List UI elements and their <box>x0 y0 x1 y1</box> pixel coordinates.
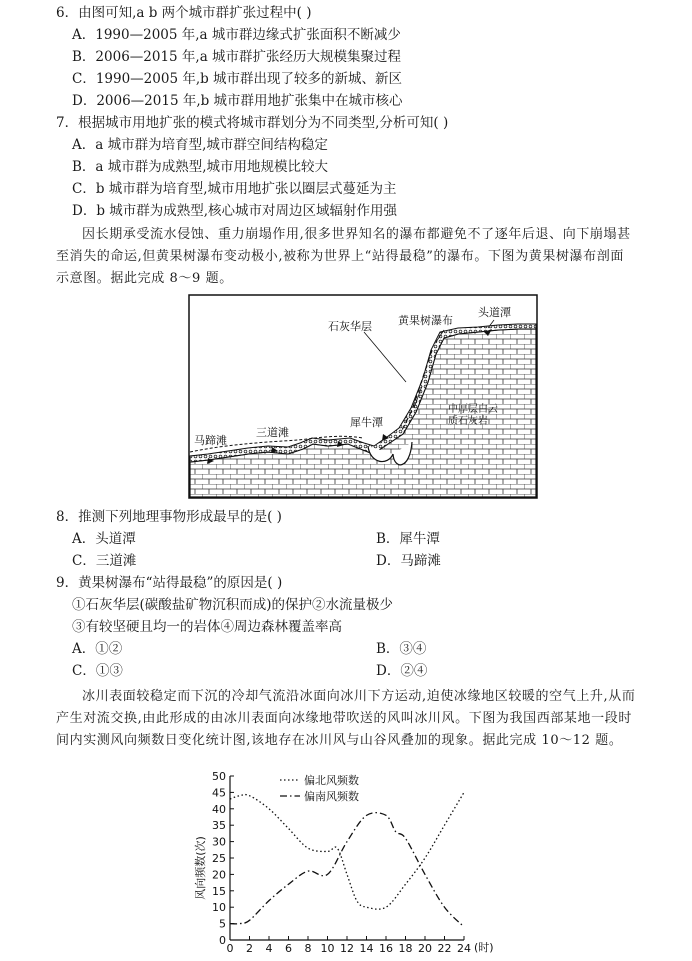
x-tick-label: 10 <box>320 942 335 955</box>
label-sandaotan: 三道滩 <box>256 426 289 439</box>
label-limestone-layer: 石灰华层 <box>328 320 372 333</box>
label-toudaotan: 头道潭 <box>478 306 511 319</box>
q6-stem: 6．由图可知,a b 两个城市群扩张过程中( ) <box>56 5 312 21</box>
waterfall-profile-diagram <box>188 294 538 499</box>
wind-frequency-chart <box>188 768 508 958</box>
x-tick-label: 18 <box>398 942 413 955</box>
y-tick-label: 30 <box>212 835 226 849</box>
q6-option-c: C．1990—2005 年,b 城市群出现了较多的新城、新区 <box>72 71 403 87</box>
q8-option-b: B．犀牛潭 <box>376 531 440 547</box>
q8-stem: 8．推测下列地理事物形成最早的是( ) <box>56 509 282 525</box>
q7-option-b: B．a 城市群为成熟型,城市用地规模比较大 <box>72 159 329 175</box>
y-tick-label: 0 <box>219 934 226 947</box>
x-tick-label: 24 <box>457 942 471 955</box>
q7-option-a: A．a 城市群为培育型,城市群空间结构稳定 <box>72 137 328 153</box>
y-tick-label: 15 <box>212 884 226 898</box>
intro-paragraph-waterfall: 因长期承受流水侵蚀、重力崩塌作用,很多世界知名的瀑布都避免不了逐年后退、向下崩塌甚至消失的命运,但黄果树瀑布变动极小,被称为世界上“站得最稳”的瀑布。下图为黄果树瀑布剖面示意图。据此完成 8～9 题。 <box>56 227 631 286</box>
series-south-wind-line <box>230 813 464 927</box>
q7-option-d: D．b 城市群为成熟型,核心城市对周边区域辐射作用强 <box>72 203 398 219</box>
x-axis-unit: (时) <box>474 941 494 954</box>
x-tick-label: 4 <box>265 942 273 955</box>
q9-option-d: D．②④ <box>376 663 428 679</box>
legend-south-wind: 偏南风频数 <box>304 790 359 803</box>
x-tick-label: 2 <box>246 942 253 955</box>
q9-items-line1: ①石灰华层(碳酸盐矿物沉积而成)的保护②水流量极少 <box>72 597 394 613</box>
label-dolomite-line1: 中厚层白云 <box>448 404 498 415</box>
q6-option-b: B．2006—2015 年,a 城市群扩张经历大规模集聚过程 <box>72 49 402 65</box>
q8-option-c: C．三道滩 <box>72 553 137 569</box>
q6-option-d: D．2006—2015 年,b 城市群用地扩张集中在城市核心 <box>72 93 403 109</box>
series-north-wind-line <box>230 792 464 909</box>
x-tick-label: 16 <box>379 942 393 955</box>
legend-north-wind: 偏北风频数 <box>304 774 359 787</box>
intro-paragraph-glacier-wind: 冰川表面较稳定而下沉的冷却气流沿冰面向冰川下方运动,迫使冰缘地区较暖的空气上升,从而产生对流交换,由此形成的由冰川表面向冰缘地带吹送的风叫冰川风。下图为我国西部某地一段时间内实测风向频数日变化统计图,该地存在冰川风与山谷风叠加的现象。据此完成 10～12 题。 <box>56 689 636 748</box>
y-tick-label: 20 <box>212 868 226 882</box>
x-tick-label: 20 <box>418 942 432 955</box>
y-tick-label: 35 <box>212 819 226 833</box>
label-matitan: 马蹄滩 <box>194 434 227 447</box>
y-tick-label: 5 <box>219 917 226 931</box>
q9-option-a: A．①② <box>72 641 123 657</box>
q7-option-c: C．b 城市群为培育型,城市用地扩张以圈层式蔓延为主 <box>72 181 397 197</box>
q7-stem: 7．根据城市用地扩张的模式将城市群划分为不同类型,分析可知( ) <box>56 115 449 131</box>
q6-option-a: A．1990—2005 年,a 城市群边缘式扩张面积不断减少 <box>72 27 401 43</box>
label-dolomite-line2: 质石灰岩 <box>448 416 488 427</box>
y-tick-label: 40 <box>212 802 226 816</box>
y-tick-label: 45 <box>212 786 226 800</box>
q8-option-d: D．马蹄滩 <box>376 553 441 569</box>
q9-option-b: B．③④ <box>376 641 427 657</box>
y-axis-label: 风向频数(次) <box>194 836 207 900</box>
x-tick-label: 12 <box>340 942 354 955</box>
x-tick-label: 6 <box>285 942 292 955</box>
y-tick-label: 10 <box>212 901 226 915</box>
y-tick-label: 25 <box>212 852 226 865</box>
x-tick-label: 8 <box>304 942 312 955</box>
q9-option-c: C．①③ <box>72 663 123 679</box>
y-tick-label: 50 <box>212 770 226 783</box>
x-tick-label: 14 <box>359 942 374 955</box>
x-tick-label: 0 <box>226 942 234 955</box>
q9-items-line2: ③有较坚硬且均一的岩体④周边森林覆盖率高 <box>72 619 342 635</box>
q8-option-a: A．头道潭 <box>72 531 136 547</box>
label-xiniutan: 犀牛潭 <box>350 416 383 429</box>
label-huangguoshu-waterfall: 黄果树瀑布 <box>398 314 453 327</box>
q9-stem: 9．黄果树瀑布“站得最稳”的原因是( ) <box>56 575 283 591</box>
x-tick-label: 22 <box>437 942 452 955</box>
